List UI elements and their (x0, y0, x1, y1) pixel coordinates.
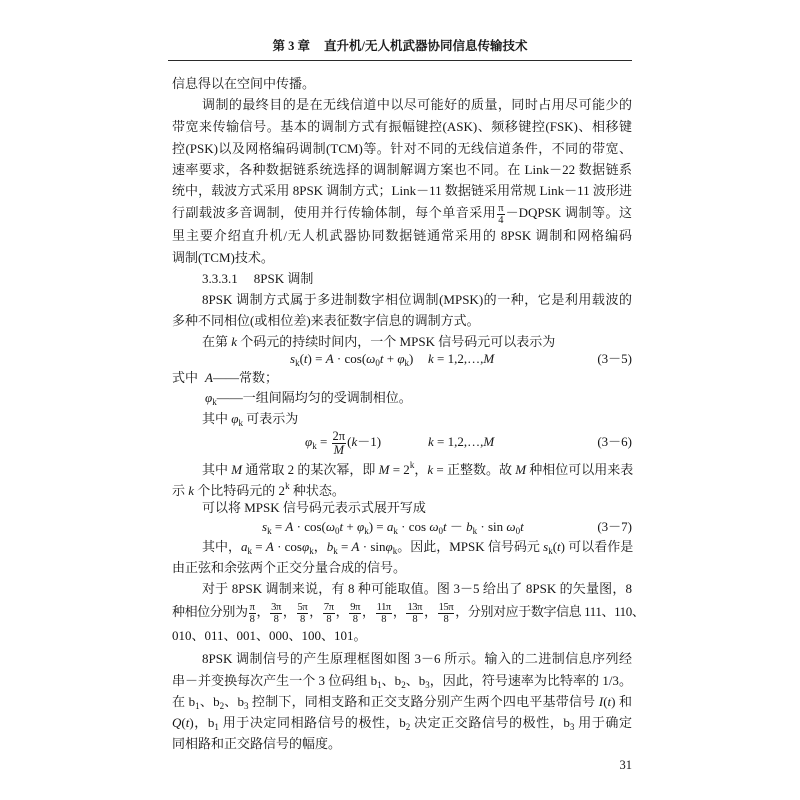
fraction (376, 602, 392, 625)
math-variable: k (188, 483, 195, 498)
text-run: 串－并变换每次产生一个 3 位码组 b (172, 673, 378, 688)
subscript: k (393, 526, 398, 536)
fraction-numerator (406, 602, 423, 614)
fraction-numerator (297, 602, 309, 614)
text-run: 8 (299, 613, 305, 625)
math-variable: s (543, 539, 549, 554)
subscript: k (404, 358, 410, 368)
text-run: 在第 (202, 334, 232, 349)
subscript: k (295, 358, 300, 368)
text-run: ( (603, 694, 608, 709)
text-run: ， (282, 604, 296, 619)
text-line: 调制的最终目的是在无线信道中以尽可能好的质量，同时占用尽可能少的 (202, 97, 632, 112)
fraction (497, 203, 504, 226)
text-line: 多种不同相位(或相位差)来表征数字信息的调制方式。 (172, 313, 480, 328)
text-run: 4 (498, 214, 504, 226)
text-run: 7π (323, 601, 334, 613)
fraction (406, 602, 423, 625)
math-variable: φ (357, 519, 365, 534)
math-variable: ω (429, 519, 439, 534)
text-run: ， (335, 604, 349, 619)
text-run: 8 (249, 613, 255, 625)
equation-3-5 (172, 348, 632, 369)
text-line (202, 408, 632, 429)
math-variable: k (231, 334, 238, 349)
text-line (172, 202, 632, 226)
math-variable: A (205, 370, 213, 385)
text-run: －DQPSK 调制等。这 (505, 205, 632, 220)
subscript: k (212, 397, 217, 407)
subscript: 1 (195, 701, 200, 711)
text-line: 信息得以在空间中传播。 (172, 76, 316, 91)
text-line: 对于 8PSK 调制来说，有 8 种可能取值。图 3－5 给出了 8PSK 的矢量图，8 (202, 581, 632, 596)
text-line: 带宽来传输信号。基本的调制方式有振幅键控(ASK)、频移键控(FSK)、相移键 (172, 119, 632, 134)
math-variable: M (333, 442, 345, 457)
subscript: k (364, 526, 369, 536)
fraction-numerator (497, 203, 504, 215)
math-variable: ω (366, 351, 376, 366)
text-line: 由正弦和余弦两个正交分量合成的信号。 (172, 560, 407, 575)
superscript: k (409, 460, 415, 470)
text-line: 同相路和正交路信号的幅度。 (172, 736, 342, 751)
text-run: ， (309, 604, 322, 619)
page-number: 31 (619, 758, 632, 772)
text-run: ) 可以看作是 (560, 539, 634, 554)
subscript: k (472, 526, 478, 536)
text-run: ， (313, 539, 327, 554)
text-run: ( (552, 539, 558, 554)
subscript: 2 (219, 701, 225, 711)
fraction (249, 602, 256, 625)
where-lead: 式中 (172, 370, 199, 385)
text-run: 种相位可以用来表 (526, 462, 634, 477)
text-run: ，因此，符号速率为比特率的 1/3。 (429, 673, 632, 688)
text-run: = 2 (389, 462, 410, 477)
text-run: + (383, 351, 398, 366)
fraction-numerator (438, 602, 455, 614)
fraction-numerator (349, 602, 361, 614)
text-run: = (337, 539, 352, 554)
math-variable: b (466, 519, 473, 534)
fraction (323, 602, 335, 625)
text-run: 8 (381, 613, 387, 625)
subscript: k (333, 546, 338, 556)
text-run: 。因此，MPSK 信号码元 (397, 539, 544, 554)
text-line (172, 476, 632, 497)
fraction-denominator (323, 614, 335, 625)
text-run: 个码元的持续时间内，一个 MPSK 信号码元可以表示为 (237, 334, 556, 349)
text-run: ， (362, 604, 375, 619)
text-run: 可表示为 (242, 411, 299, 426)
math-variable: t (339, 519, 344, 534)
text-run: = (271, 519, 286, 534)
text-run: － (446, 519, 467, 534)
math-variable: s (290, 351, 296, 366)
math-variable: ω (506, 519, 516, 534)
math-variable: t (520, 519, 524, 534)
fraction-denominator (497, 215, 504, 226)
math-variable: A (351, 539, 360, 554)
math-variable: φ (385, 539, 393, 554)
subscript: 3 (569, 722, 575, 732)
equation-condition (428, 348, 494, 369)
math-variable: M (231, 462, 243, 477)
fraction-denominator (249, 614, 256, 625)
text-run: · cos( (293, 519, 326, 534)
text-line: 可以将 MPSK 信号码元表示式展开写成 (202, 500, 426, 515)
fraction-numerator (270, 602, 282, 614)
text-run: 行副载波多音调制，使用并行传输体制，每个单音采用 (172, 205, 497, 220)
text-run: 15π (438, 601, 454, 613)
text-run: 9π (350, 601, 361, 613)
math-variable: M (483, 434, 495, 449)
equation-3-6 (172, 428, 632, 456)
subscript: 2 (401, 680, 406, 690)
text-line: 速率要求，各种数据链系统选择的调制解调方案也不同。在 Link－22 数据链系 (172, 162, 632, 177)
math-variable: t (185, 715, 190, 730)
fraction (332, 430, 347, 457)
subscript: k (247, 546, 253, 556)
subscript: 2 (405, 722, 411, 732)
fraction-numerator (332, 430, 347, 444)
equation-3-7 (172, 516, 632, 537)
math-variable: ω (325, 519, 336, 534)
text-run: = 1,2,…, (433, 434, 484, 449)
text-line: 8PSK 调制信号的产生原理框图如图 3－6 所示。输入的二进制信息序列经 (202, 651, 632, 666)
fraction (438, 602, 455, 625)
text-run: 8 (273, 613, 279, 625)
fraction-numerator (323, 602, 335, 614)
math-variable: I (598, 694, 604, 709)
text-run: 8 (352, 613, 358, 625)
section-title: 8PSK 调制 (253, 271, 314, 286)
math-variable: A (265, 539, 274, 554)
text-run: ， (392, 604, 406, 619)
math-variable: b (326, 539, 334, 554)
fraction-denominator (270, 614, 282, 625)
text-run: 决定正交路信号的极性，b (410, 715, 570, 730)
chapter-label: 第 3 章 (272, 39, 311, 53)
text-run: ( (299, 351, 304, 366)
text-run: 种相位分别为 (172, 604, 248, 619)
text-run: 8 (443, 613, 449, 625)
subscript: 3 (244, 701, 249, 711)
text-run: ) 和 (611, 694, 632, 709)
text-run: π (498, 202, 504, 214)
text-run: )，b (189, 715, 215, 730)
text-run: ，分别对应于数字信息 111、110、 (455, 604, 645, 619)
subscript: k (309, 546, 314, 556)
text-run: 在 b (172, 694, 196, 709)
text-run: 5π (297, 601, 308, 613)
text-line: 010、011、001、000、100、101。 (172, 628, 367, 643)
text-run: ——一组间隔均匀的受调制相位。 (216, 390, 412, 405)
text-run: 用于决定同相路信号的极性，b (218, 715, 406, 730)
fraction (270, 602, 282, 625)
math-variable: φ (301, 539, 310, 554)
text-run: 种状态。 (289, 483, 345, 498)
subscript: k (238, 418, 243, 428)
text-run: 11π (376, 601, 391, 613)
where-clause (172, 367, 632, 388)
math-variable: k (427, 462, 434, 477)
math-variable: t (443, 519, 447, 534)
running-header (168, 37, 632, 55)
math-variable: φ (205, 390, 213, 405)
subscript: 1 (214, 722, 219, 732)
text-run: = (316, 434, 331, 449)
subscript: k (312, 441, 317, 451)
subscript: k (267, 526, 272, 536)
subscript: 0 (438, 526, 443, 536)
fraction-numerator (249, 602, 256, 614)
text-run: · cos (397, 519, 430, 534)
fraction-denominator (297, 614, 309, 625)
text-run: ( (347, 434, 352, 449)
text-run: 控制下，同相支路和正交支路分别产生两个四电平基带信号 (248, 694, 599, 709)
fraction-denominator (349, 614, 361, 625)
text-run: 、b (381, 673, 402, 688)
text-run: 通常取 2 的某次幂，即 (242, 462, 379, 477)
text-line: 控(PSK)以及网格编码调制(TCM)等。针对不同的无线信道条件，不同的带宽、 (172, 141, 632, 156)
subscript: 0 (515, 526, 521, 536)
fraction-denominator (406, 614, 423, 625)
math-variable: s (262, 519, 268, 534)
math-variable: M (515, 462, 527, 477)
equation-condition (428, 428, 494, 456)
text-run: · cos( (333, 351, 367, 366)
math-variable: φ (305, 434, 313, 449)
text-line (202, 536, 632, 557)
text-run: 其中 (202, 411, 232, 426)
text-line: 调制(TCM)技术。 (172, 250, 274, 265)
text-run: ， (424, 604, 437, 619)
math-variable: t (557, 539, 561, 554)
text-run: ) (409, 351, 414, 366)
text-run: 、b (405, 673, 426, 688)
text-run: ， (256, 604, 270, 619)
chapter-title: 直升机/无人机武器协同信息传输技术 (324, 39, 528, 53)
math-variable: Q (172, 715, 182, 730)
text-run: = (252, 539, 266, 554)
text-run: · sin (359, 539, 386, 554)
text-line (172, 670, 632, 691)
equation-number: (3－5) (597, 351, 632, 366)
text-run: · cos (273, 539, 302, 554)
math-variable: a (386, 519, 394, 534)
text-run: 2π (332, 428, 346, 443)
math-variable: k (351, 434, 358, 449)
math-variable: t (303, 351, 308, 366)
text-run: 其中 (202, 462, 232, 477)
math-variable: t (379, 351, 384, 366)
text-run: ， (414, 462, 428, 477)
text-run: + (343, 519, 358, 534)
text-line: 里主要介绍直升机/无人机武器协同数据链通常采用的 8PSK 调制和网格编码 (172, 228, 632, 243)
text-run: 8 (326, 613, 332, 625)
fraction-numerator (376, 602, 392, 614)
text-line (172, 691, 632, 712)
text-run: = 1,2,…, (433, 351, 484, 366)
superscript: k (285, 481, 290, 491)
text-run: 8 (412, 613, 418, 625)
math-variable: a (241, 539, 248, 554)
text-run: π (249, 601, 255, 613)
math-variable: A (325, 351, 334, 366)
text-run: 个比特码元的 2 (194, 483, 286, 498)
text-line (172, 601, 645, 625)
text-run: 示 (172, 483, 189, 498)
math-variable: φ (397, 351, 405, 366)
text-line: 8PSK 调制方式属于多进制数字相位调制(MPSK)的一种，它是利用载波的 (202, 292, 632, 307)
fraction-denominator (376, 614, 392, 625)
text-run: 13π (407, 601, 423, 613)
text-line (202, 455, 632, 476)
text-run: ) = (368, 519, 387, 534)
subscript: 1 (377, 680, 382, 690)
text-run: －1) (357, 434, 382, 449)
math-variable: k (428, 351, 434, 366)
text-line: 统中，载波方式采用 8PSK 调制方式；Link－11 数据链采用常规 Link－11 波形进 (172, 183, 632, 198)
equation-number: (3－6) (597, 434, 632, 449)
math-variable: t (607, 694, 612, 709)
where-clause (172, 387, 632, 408)
text-run: 、b (224, 694, 245, 709)
text-run: 3π (271, 601, 281, 613)
subscript: k (392, 546, 398, 556)
text-run: ——常数； (212, 370, 278, 385)
text-run: ) = (307, 351, 326, 366)
equation-number: (3－7) (597, 519, 632, 534)
subscript: 0 (335, 526, 340, 536)
math-variable: A (285, 519, 294, 534)
subscript: k (548, 546, 553, 556)
header-rule (168, 60, 632, 61)
fraction-denominator (438, 614, 455, 625)
text-run: 其中， (202, 539, 242, 554)
section-number: 3.3.3.1 (202, 271, 238, 286)
subscript: 3 (425, 680, 430, 690)
math-variable: M (483, 351, 495, 366)
section-heading (202, 268, 632, 289)
definition-item (205, 367, 278, 388)
math-variable: k (428, 434, 434, 449)
text-run: 用于确定 (574, 715, 632, 730)
text-line (172, 712, 632, 733)
subscript: 0 (375, 358, 380, 368)
text-run: · sin (477, 519, 507, 534)
fraction (349, 602, 361, 625)
math-variable: φ (231, 411, 239, 426)
text-run: = 正整数。故 (433, 462, 516, 477)
text-run: 、b (199, 694, 220, 709)
fraction (297, 602, 309, 625)
math-variable: M (378, 462, 390, 477)
text-run: ( (181, 715, 186, 730)
